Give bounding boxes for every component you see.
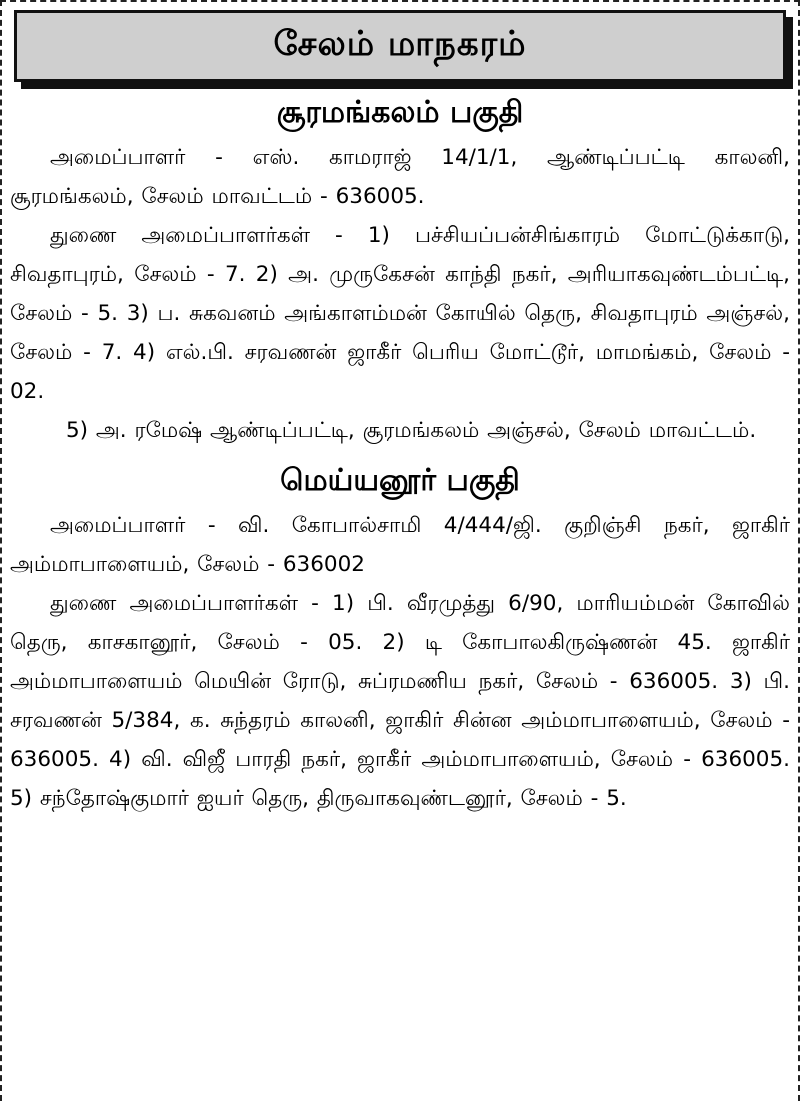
deputies-paragraph: துணை அமைப்பாளர்கள் - 1) பச்சியப்பன்சிங்காரம் மோட்டுக்காடு, சிவதாபுரம், சேலம் - 7. 2) அ. முருகேசன் காந்தி நகர், அரியாகவுண்டம்பட்டி, சேலம் - 5. 3) ப. சுகவனம் அங்காளம்மன் கோயில் தெரு, சிவதாபுரம் அஞ்சல், சேலம் - 7. 4) எல்.பி. சரவணன் ஜாகீர் பெரிய மோட்டூர், மாமங்கம், சேலம் - 02. <box>10 223 790 404</box>
section-meyyanur <box>10 462 790 818</box>
deputies-paragraph: துணை அமைப்பாளர்கள் - 1) பி. வீரமுத்து 6/90, மாரியம்மன் கோவில் தெரு, காசகானூர், சேலம் - 05. 2) டி கோபாலகிருஷ்ணன் 45. ஜாகிர் அம்மாபாளையம் மெயின் ரோடு, சுப்ரமணிய நகர், சேலம் - 636005. 3) பி. சரவணன் 5/384, க. சுந்தரம் காலனி, ஜாகிர் சின்ன அம்மாபாளையம், சேலம் - 636005. 4) வி. விஜீ பாரதி நகர், ஜாகீர் அம்மாபாளையம், சேலம் - 636005. 5) சந்தோஷ்குமார் ஐயர் தெரு, திருவாகவுண்டனூர், சேலம் - 5. <box>10 591 790 811</box>
extra-paragraph: 5) அ. ரமேஷ் ஆண்டிப்பட்டி, சூரமங்கலம் அஞ்சல், சேலம் மாவட்டம். <box>66 418 757 443</box>
title-banner <box>14 10 786 82</box>
organizer-paragraph: அமைப்பாளர் - எஸ். காமராஜ் 14/1/1, ஆண்டிப்பட்டி காலனி, சூரமங்கலம், சேலம் மாவட்டம் - 636005. <box>10 145 790 209</box>
page-title: சேலம் மாநகரம் <box>273 24 527 64</box>
organizer-paragraph: அமைப்பாளர் - வி. கோபால்சாமி 4/444/ஜி. குறிஞ்சி நகர், ஜாகிர் அம்மாபாளையம், சேலம் - 636002 <box>10 513 790 577</box>
section-heading: மெய்யனூர் பகுதி <box>280 463 520 498</box>
section-heading: சூரமங்கலம் பகுதி <box>276 95 524 130</box>
section-suramangalam <box>10 94 790 450</box>
